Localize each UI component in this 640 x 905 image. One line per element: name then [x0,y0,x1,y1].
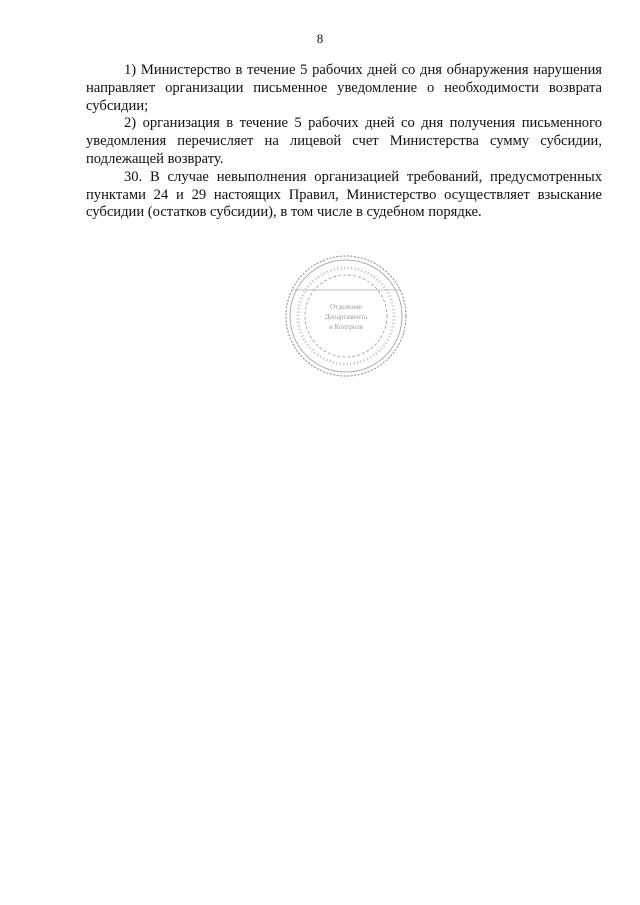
paragraph-item-30: 30. В случае невыполнения организацией требований, предусмотренных пунктами 24 и 29 настоящих Правил, Министерство осуществляет взыскание субсидии (остатков субсидии), в том числе в судебном порядке. [86,168,602,221]
seal-text-line-3: и Контроля [329,323,363,331]
seal-text-line-1: Отделение [330,303,362,311]
seal-text-line-2: Департамента [324,313,368,321]
seal-graphic [282,252,410,380]
document-body [86,62,602,222]
official-seal [282,252,410,380]
paragraph-item-1: 1) Министерство в течение 5 рабочих дней со дня обнаружения нарушения направляет организации письменное уведомление о необходимости возврата субсидии; [86,62,602,114]
paragraph-item-2: 2) организация в течение 5 рабочих дней со дня получения письменного уведомления перечисляет на лицевой счет Министерства сумму субсидии, подлежащей возврату. [86,115,602,167]
page-number: 8 [316,31,324,46]
